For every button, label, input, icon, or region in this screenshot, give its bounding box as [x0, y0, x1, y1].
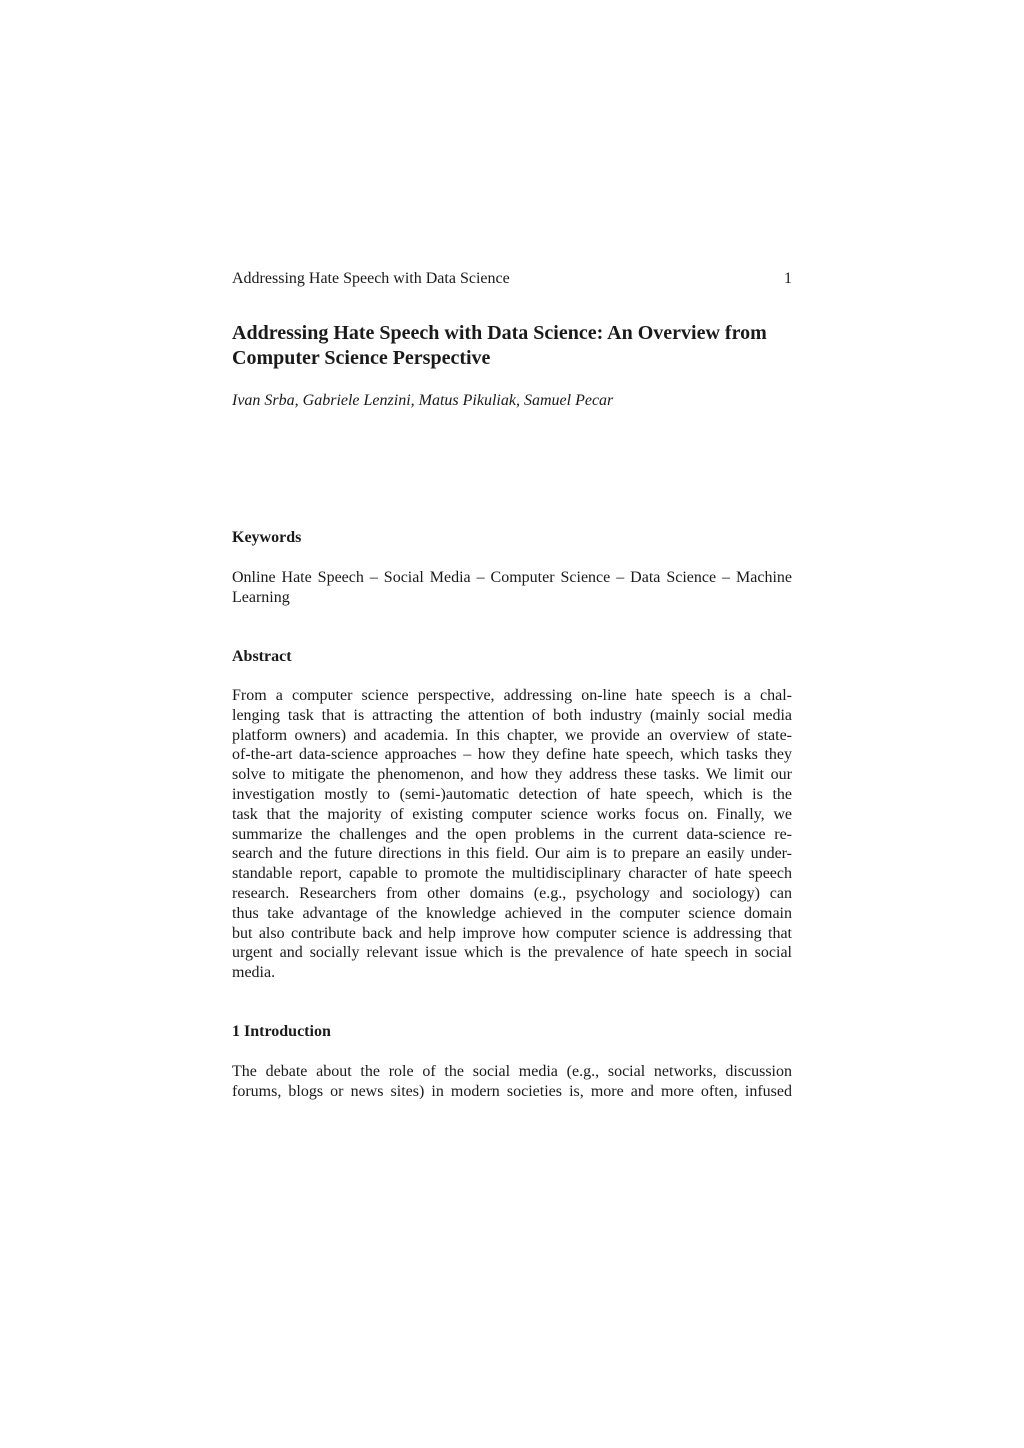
abstract-heading: Abstract: [232, 648, 292, 665]
running-header: [232, 268, 792, 290]
paper-title: Addressing Hate Speech with Data Science: An Overview from Computer Science Perspective: [232, 322, 767, 369]
page-number: 1: [784, 270, 792, 287]
abstract-line: of-the-art data-science approaches – how they define hate speech, which tasks they: [232, 746, 792, 764]
introduction-body: [232, 1062, 792, 1102]
abstract-line: investigation mostly to (semi-)automatic detection of hate speech, which is the: [232, 785, 792, 803]
abstract-line: media.: [232, 964, 276, 982]
abstract-line: From a computer science perspective, addressing on-line hate speech is a chal-: [232, 687, 792, 704]
abstract-line: thus take advantage of the knowledge achieved in the computer science domain: [232, 904, 792, 922]
paper-authors: Ivan Srba, Gabriele Lenzini, Matus Pikuliak, Samuel Pecar: [232, 392, 614, 409]
abstract-line: urgent and socially relevant issue which is the prevalence of hate speech in social: [232, 944, 792, 962]
abstract-line: lenging task that is attracting the attention of both industry (mainly social media: [232, 706, 792, 724]
abstract-body: [232, 686, 792, 983]
keywords-text: Online Hate Speech – Social Media – Computer Science – Data Science – Machine Learning: [232, 569, 792, 606]
introduction-heading: 1 Introduction: [232, 1023, 331, 1040]
abstract-line: task that the majority of existing computer science works focus on. Finally, we: [232, 805, 792, 823]
abstract-line: summarize the challenges and the open problems in the current data-science re-: [232, 825, 792, 843]
keywords-heading: Keywords: [232, 529, 302, 546]
abstract-line: solve to mitigate the phenomenon, and how they address these tasks. We limit our: [232, 766, 792, 784]
abstract-line: research. Researchers from other domains (e.g., psychology and sociology) can: [232, 884, 792, 902]
introduction-line: forums, blogs or news sites) in modern societies is, more and more often, infused: [232, 1082, 792, 1100]
running-title: Addressing Hate Speech with Data Science: [232, 270, 510, 287]
abstract-line: search and the future directions in this field. Our aim is to prepare an easily under-: [232, 845, 792, 863]
abstract-line: standable report, capable to promote the multidisciplinary character of hate speech: [232, 865, 792, 883]
introduction-line: The debate about the role of the social media (e.g., social networks, discussion: [232, 1063, 792, 1080]
abstract-line: but also contribute back and help improve how computer science is addressing that: [232, 924, 792, 942]
abstract-line: platform owners) and academia. In this chapter, we provide an overview of state-: [232, 726, 792, 744]
